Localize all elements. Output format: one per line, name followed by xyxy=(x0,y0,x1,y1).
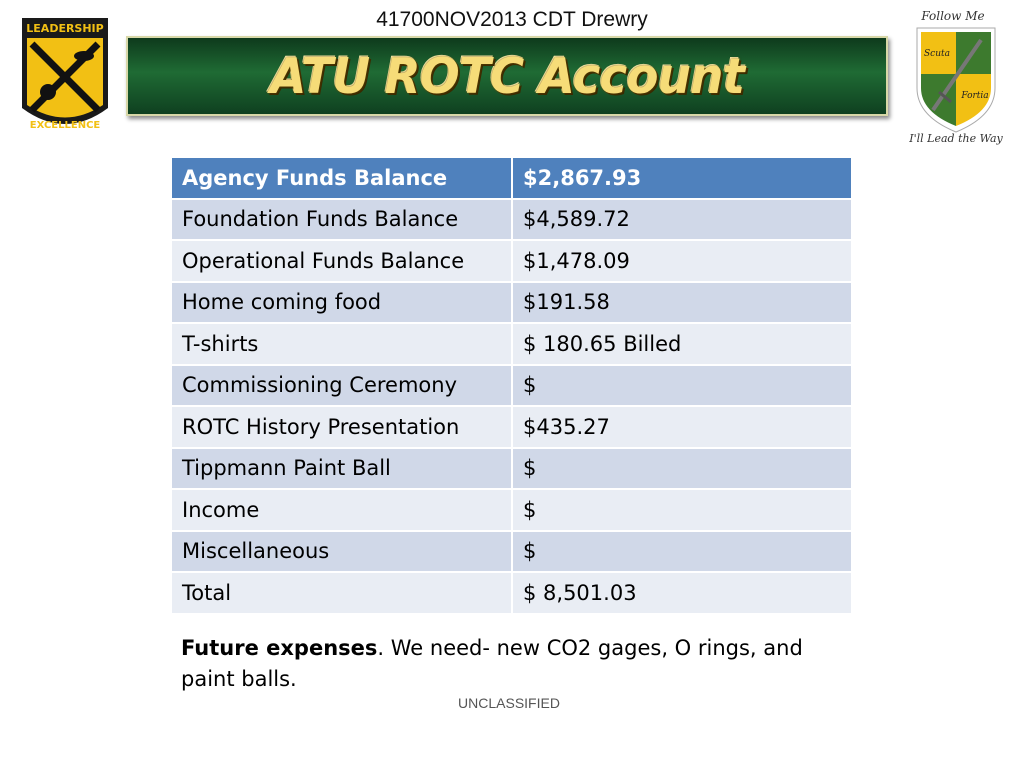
table-cell-value: $ xyxy=(512,365,852,407)
table-cell-label: Agency Funds Balance xyxy=(171,157,512,199)
svg-text:Scuta: Scuta xyxy=(924,49,950,59)
table-cell-label: Home coming food xyxy=(171,282,512,324)
table-cell-label: Operational Funds Balance xyxy=(171,240,512,282)
table-cell-value: $435.27 xyxy=(512,406,852,448)
table-row xyxy=(171,489,852,531)
table-row xyxy=(171,406,852,448)
table-row xyxy=(171,572,852,614)
banner-title: ATU ROTC Account xyxy=(270,47,744,105)
future-expenses-text: . We need- new CO2 gages, O rings, and paint balls. xyxy=(181,636,803,691)
table-row xyxy=(171,282,852,324)
table-row xyxy=(171,240,852,282)
table-cell-value: $2,867.93 xyxy=(512,157,852,199)
svg-text:EXCELLENCE: EXCELLENCE xyxy=(29,120,101,131)
table-cell-value: $4,589.72 xyxy=(512,199,852,241)
table-cell-label: Tippmann Paint Ball xyxy=(171,448,512,490)
svg-text:LEADERSHIP: LEADERSHIP xyxy=(26,22,104,35)
table-cell-value: $ xyxy=(512,489,852,531)
table-cell-label: Miscellaneous xyxy=(171,531,512,573)
table-row xyxy=(171,531,852,573)
table-row xyxy=(171,323,852,365)
table-cell-value: $ 8,501.03 xyxy=(512,572,852,614)
table-cell-label: Income xyxy=(171,489,512,531)
follow-me-shield-logo xyxy=(903,6,1009,146)
table-cell-value: $ 180.65 Billed xyxy=(512,323,852,365)
title-banner xyxy=(126,36,888,116)
table-row xyxy=(171,448,852,490)
future-expenses-heading: Future expenses xyxy=(181,636,378,660)
table-cell-value: $ xyxy=(512,531,852,573)
table-cell-label: ROTC History Presentation xyxy=(171,406,512,448)
slide-header-text: 41700NOV2013 CDT Drewry xyxy=(376,8,648,31)
account-balance-table xyxy=(170,156,853,615)
table-cell-label: T-shirts xyxy=(171,323,512,365)
leadership-excellence-logo xyxy=(18,12,112,136)
table-header-row xyxy=(171,157,852,199)
table-cell-label: Total xyxy=(171,572,512,614)
svg-text:Follow Me: Follow Me xyxy=(921,9,985,23)
future-expenses-note xyxy=(181,633,821,695)
table-cell-value: $191.58 xyxy=(512,282,852,324)
table-cell-value: $ xyxy=(512,448,852,490)
svg-text:I'll Lead the Way: I'll Lead the Way xyxy=(909,132,1003,145)
classification-marking: UNCLASSIFIED xyxy=(458,695,560,711)
table-cell-label: Commissioning Ceremony xyxy=(171,365,512,407)
table-cell-value: $1,478.09 xyxy=(512,240,852,282)
svg-text:Fortia: Fortia xyxy=(961,91,989,101)
table-row xyxy=(171,199,852,241)
table-row xyxy=(171,365,852,407)
table-cell-label: Foundation Funds Balance xyxy=(171,199,512,241)
